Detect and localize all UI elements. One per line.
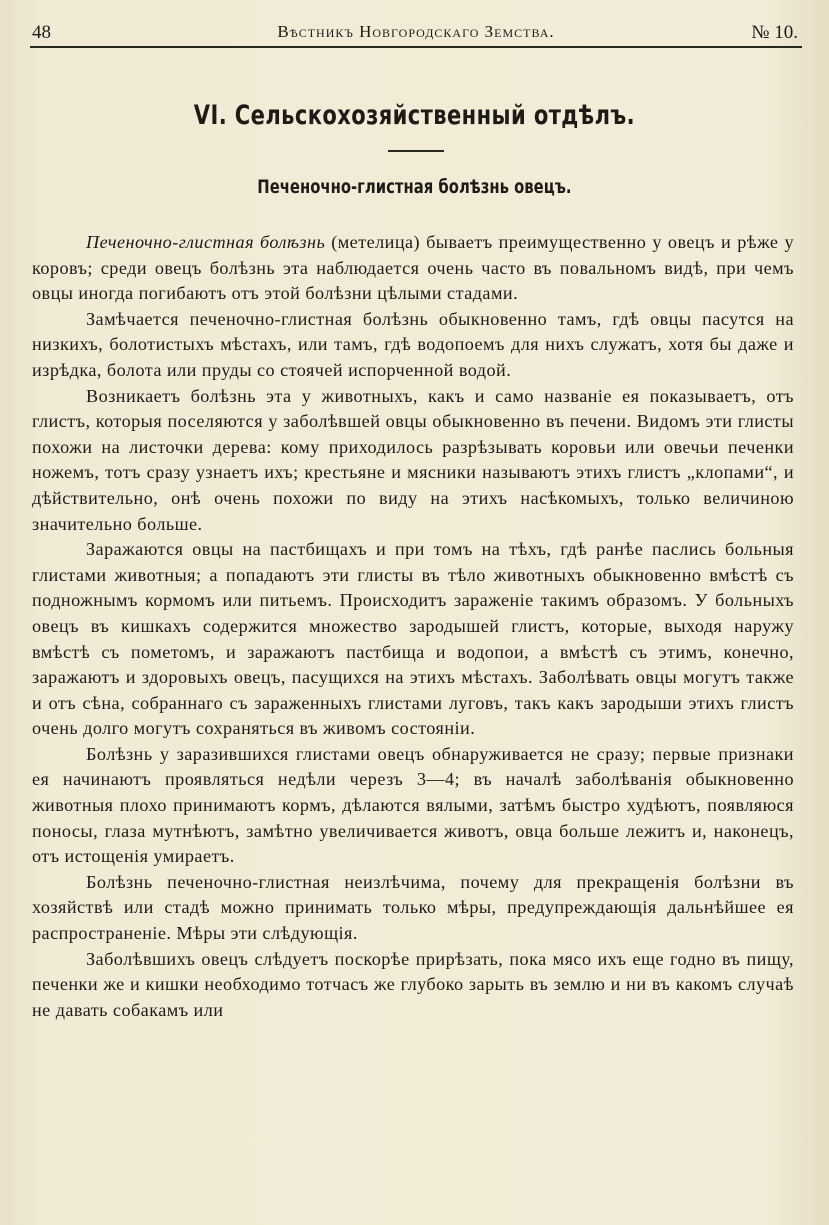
- paragraph: Замѣчается печеночно-глистная болѣзнь обыкновенно тамъ, гдѣ овцы пасутся на низкихъ, болотистыхъ мѣстахъ, или тамъ, гдѣ водопоемъ для нихъ служатъ, хотя бы даже и изрѣдка, болота или пруды со стоячей испорченной водой.: [32, 308, 794, 380]
- paragraph: Заболѣвшихъ овецъ слѣдуетъ поскорѣе прирѣзать, пока мясо ихъ еще годно въ пищу, печенки же и кишки необходимо тотчасъ же глубоко зарыть въ землю и ни въ какомъ случаѣ не давать собакамъ или: [32, 948, 794, 1020]
- page-number: 48: [32, 22, 51, 43]
- paragraph: Болѣзнь печеночно-глистная неизлѣчима, почему для прекращенія болѣзни въ хозяйствѣ или стадѣ можно принимать только мѣры, предупреждающія дальнѣйшее ея распространеніе. Мѣры эти слѣдующія.: [32, 871, 794, 944]
- section-title: VI. Сельскохозяйственный отдѣлъ.: [193, 100, 635, 131]
- italic-term: Печеночно-глистная болѣзнь: [86, 232, 326, 252]
- article-title: Печеночно-глистная болѣзнь овецъ.: [257, 176, 572, 198]
- article-body: [32, 230, 794, 1023]
- paragraph-text: (метелица) бываетъ преимущественно у овецъ и рѣже у коровъ; среди овецъ болѣзнь эта наблюдается очень часто въ повальномъ видѣ, при чемъ овцы иногда погибаютъ отъ этой болѣзни цѣлыми стадами.: [32, 232, 794, 304]
- journal-title: Вѣстникъ Новгородскаго Земства.: [277, 22, 555, 41]
- paragraph: [32, 230, 794, 307]
- title-divider: [388, 150, 444, 152]
- paragraph: Заражаются овцы на пастбищахъ и при томъ на тѣхъ, гдѣ ранѣе паслись больныя глистами животныя; а попадаютъ эти глисты въ тѣло животныхъ обыкновенно вмѣстѣ съ подножнымъ кормомъ или питьемъ. Происходитъ зараженіе такимъ образомъ. У больныхъ овецъ въ кишкахъ содержится множество зародышей глистъ, которые, выходя наружу вмѣстѣ съ пометомъ, и заражаютъ пастбища и водопои, а вмѣстѣ съ этимъ, конечно, заражаютъ и здоровыхъ овецъ, пасущихся на этихъ мѣстахъ. Заболѣвать овцы могутъ также и отъ сѣна, собраннаго съ зараженныхъ глистами луговъ, такъ какъ зародыши этихъ глистъ очень долго могутъ сохраняться въ живомъ состояніи.: [32, 539, 794, 739]
- running-header: [30, 20, 802, 48]
- paragraph: Болѣзнь у заразившихся глистами овецъ обнаруживается не сразу; первые признаки ея начинаютъ проявляться недѣли черезъ 3—4; въ началѣ заболѣванія обыкновенно животныя плохо принимаютъ кормъ, дѣлаются вялыми, затѣмъ быстро худѣютъ, появляюся поносы, глаза мутнѣютъ, замѣтно увеличивается животъ, овца больше лежитъ и, наконецъ, отъ истощенія умираетъ.: [32, 743, 794, 867]
- paragraph: Возникаетъ болѣзнь эта у животныхъ, какъ и само названіе ея показываетъ, отъ глистъ, которыя поселяются у заболѣвшей овцы обыкновенно въ печени. Видомъ эти глисты похожи на листочки дерева: кому приходилось разрѣзывать коровьи или овечьи печенки ножемъ, тотъ сразу узнаетъ ихъ; крестьяне и мясники называютъ этихъ глистъ „клопами“, и дѣйствительно, онѣ очень похожи по виду на этихъ насѣкомыхъ, только величиною значительно больше.: [32, 385, 794, 534]
- issue-number: № 10.: [751, 22, 798, 43]
